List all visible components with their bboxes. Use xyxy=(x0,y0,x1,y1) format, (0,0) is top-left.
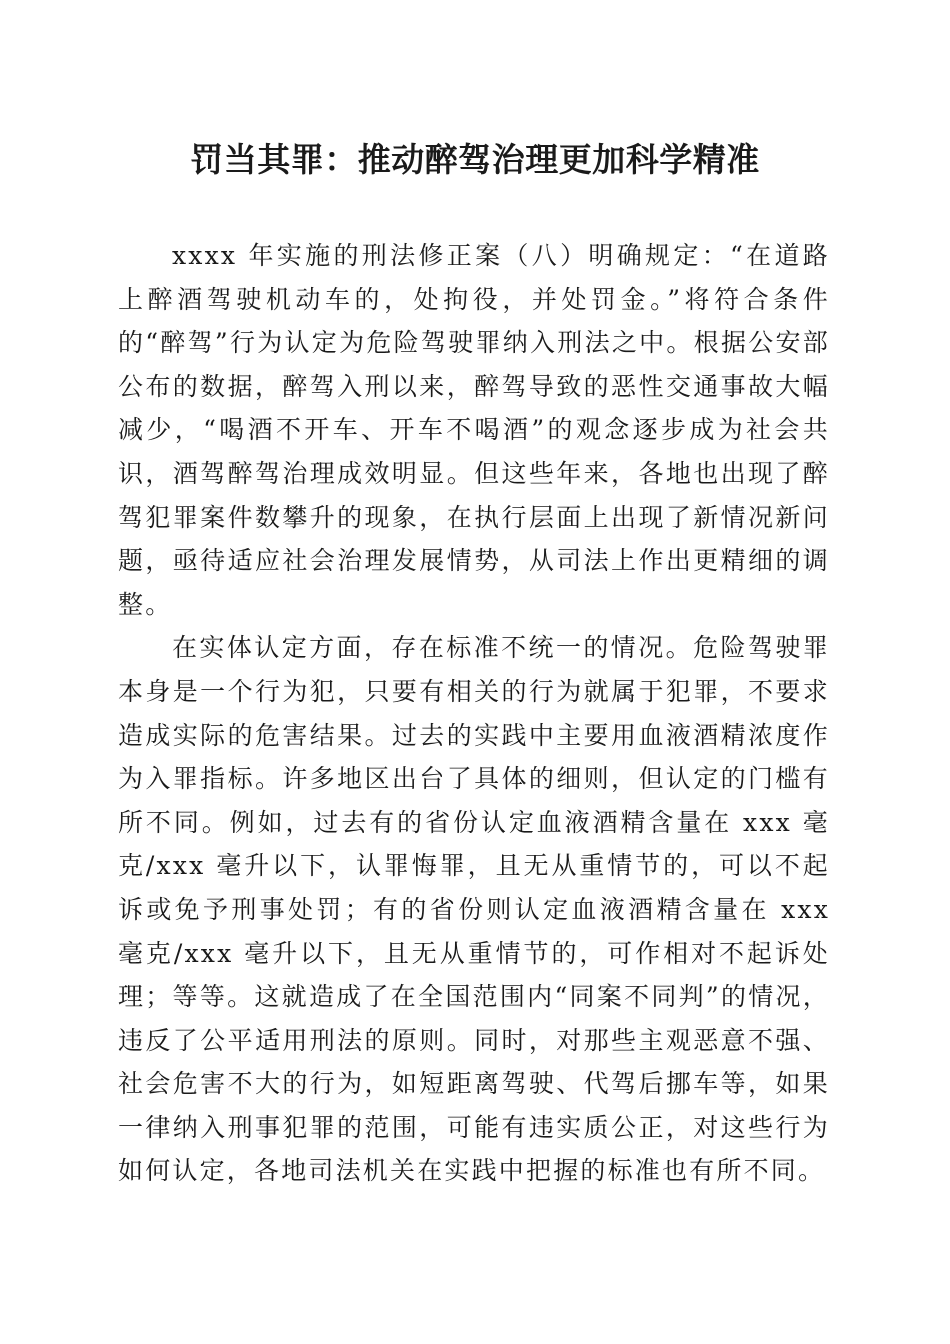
document-body xyxy=(118,234,830,1193)
document-title: 罚当其罪：推动醉驾治理更加科学精准 xyxy=(190,140,760,179)
paragraph-substantive-standards: 在实体认定方面，存在标准不统一的情况。危险驾驶罪本身是一个行为犯，只要有相关的行为就属于犯罪，不要求造成实际的危害结果。过去的实践中主要用血液酒精浓度作为入罪指标。许多地区出台了具体的细则，但认定的门槛有所不同。例如，过去有的省份认定血液酒精含量在 xxx 毫克/xxx 毫升以下，认罪悔罪，且无从重情节的，可以不起诉或免予刑事处罚；有的省份则认定血液酒精含量在 xxx 毫克/xxx 毫升以下，且无从重情节的，可作相对不起诉处理；等等。这就造成了在全国范围内“同案不同判”的情况，违反了公平适用刑法的原则。同时，对那些主观恶意不强、社会危害不大的行为，如短距离驾驶、代驾后挪车等，如果一律纳入刑事犯罪的范围，可能有违实质公正，对这些行为如何认定，各地司法机关在实践中把握的标准也有所不同。 xyxy=(118,633,830,1186)
paragraph-intro: xxxx 年实施的刑法修正案（八）明确规定：“在道路上醉酒驾驶机动车的，处拘役，并处罚金。”将符合条件的“醉驾”行为认定为危险驾驶罪纳入刑法之中。根据公安部公布的数据，醉驾入刑以来，醉驾导致的恶性交通事故大幅减少，“喝酒不开车、开车不喝酒”的观念逐步成为社会共识，酒驾醉驾治理成效明显。但这些年来，各地也出现了醉驾犯罪案件数攀升的现象，在执行层面上出现了新情况新问题，亟待适应社会治理发展情势，从司法上作出更精细的调整。 xyxy=(118,241,830,619)
